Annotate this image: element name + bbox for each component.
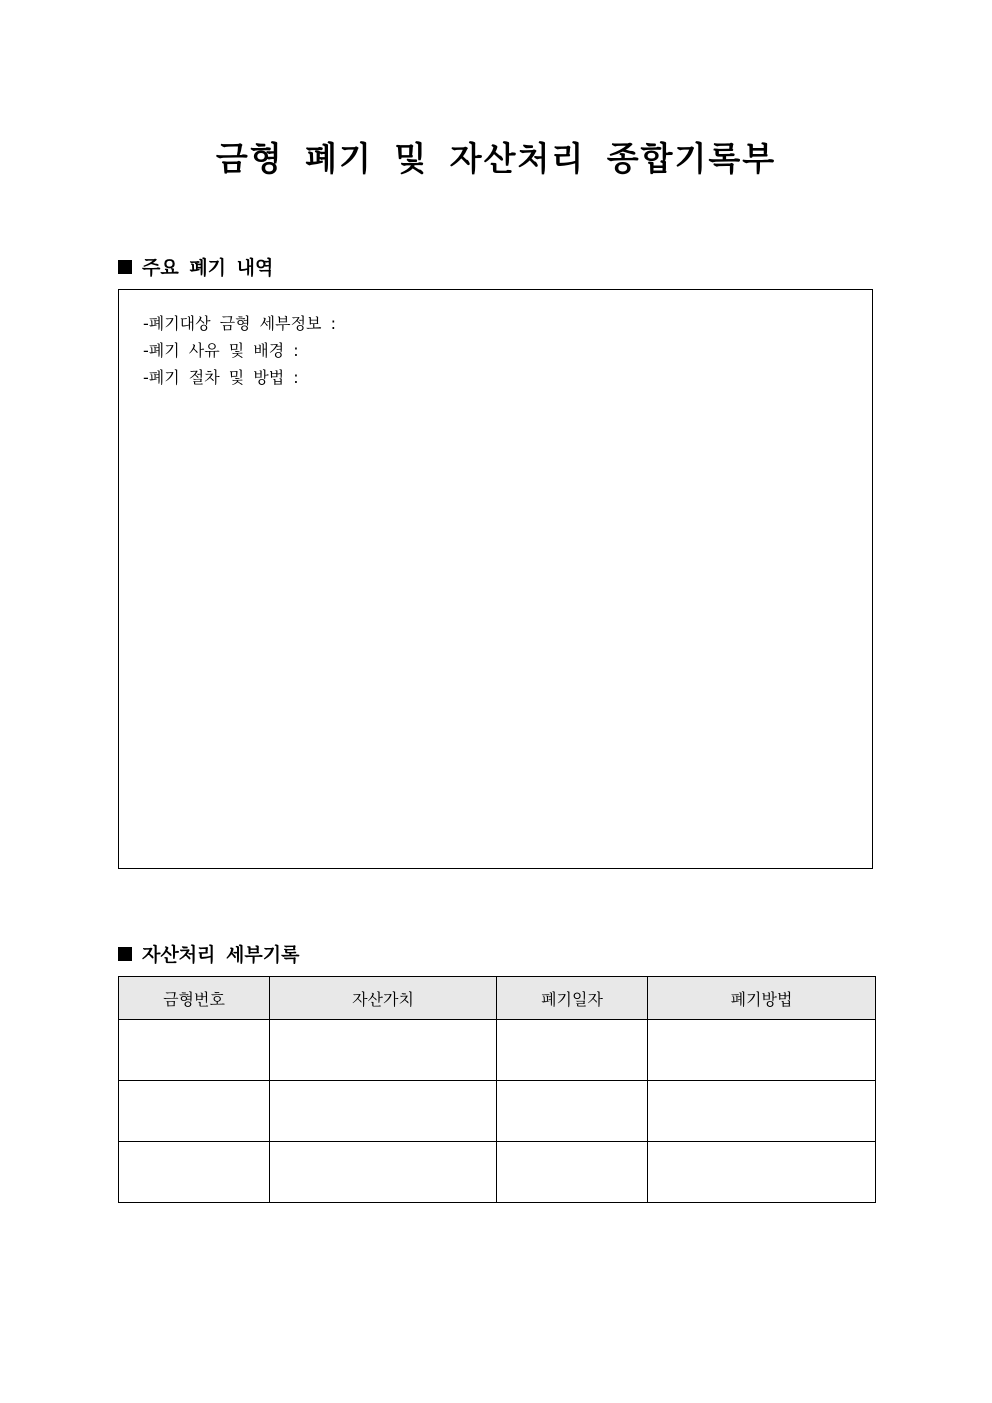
table-row — [119, 1142, 876, 1203]
column-header-asset-value: 자산가치 — [270, 977, 497, 1020]
table-header-row — [119, 977, 876, 1020]
document-title: 금형 폐기 및 자산처리 종합기록부 — [215, 139, 777, 178]
table-cell[interactable] — [119, 1081, 270, 1142]
table-cell[interactable] — [497, 1142, 648, 1203]
section-heading-label: 주요 폐기 내역 — [142, 257, 274, 279]
square-bullet-icon — [118, 947, 132, 961]
column-header-mold-number: 금형번호 — [119, 977, 270, 1020]
square-bullet-icon — [118, 260, 132, 274]
section-heading-asset-records — [118, 940, 299, 967]
table-cell[interactable] — [648, 1142, 876, 1203]
column-header-disposal-method: 폐기방법 — [648, 977, 876, 1020]
table-cell[interactable] — [648, 1081, 876, 1142]
table-cell[interactable] — [270, 1020, 497, 1081]
table-cell[interactable] — [119, 1142, 270, 1203]
table-cell[interactable] — [270, 1142, 497, 1203]
detail-line-mold-info: -폐기대상 금형 세부정보 : — [143, 314, 336, 333]
detail-line-procedure: -폐기 절차 및 방법 : — [143, 368, 299, 387]
disposal-details-box[interactable] — [118, 289, 873, 869]
table-cell[interactable] — [648, 1020, 876, 1081]
section-heading-disposal-details — [118, 253, 273, 280]
table-cell[interactable] — [497, 1020, 648, 1081]
table-row — [119, 1020, 876, 1081]
table-row — [119, 1081, 876, 1142]
asset-records-table — [118, 976, 876, 1203]
section-heading-label: 자산처리 세부기록 — [142, 944, 300, 966]
table-cell[interactable] — [497, 1081, 648, 1142]
detail-line-reason: -폐기 사유 및 배경 : — [143, 341, 299, 360]
column-header-disposal-date: 폐기일자 — [497, 977, 648, 1020]
table-cell[interactable] — [119, 1020, 270, 1081]
table-cell[interactable] — [270, 1081, 497, 1142]
